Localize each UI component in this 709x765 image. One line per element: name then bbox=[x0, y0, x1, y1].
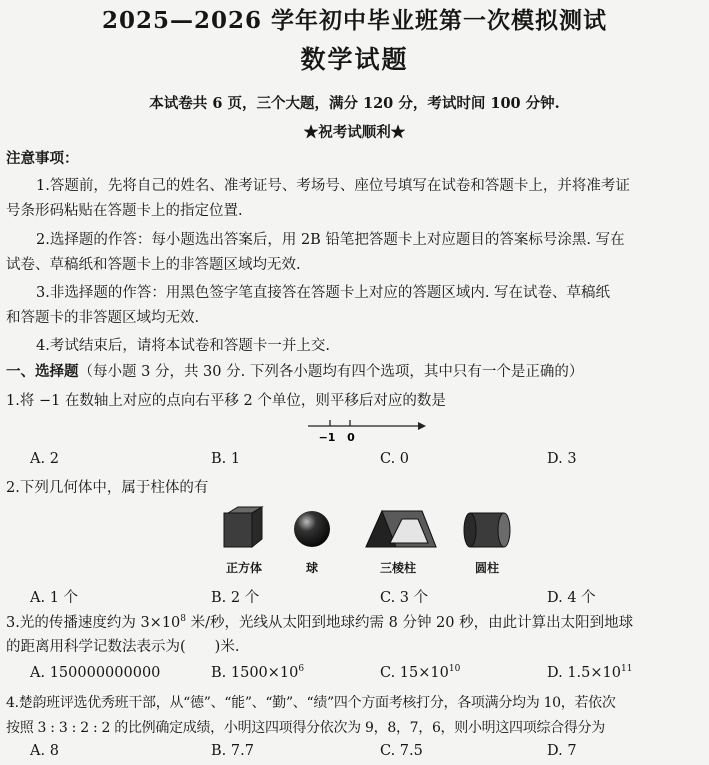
q3-option-a: A. 150000000000 bbox=[30, 665, 161, 681]
q1-option-b: B. 1 bbox=[211, 451, 241, 467]
notice-item-1-line-1: 1.答题前，先将自己的姓名、准考证号、考场号、座位号填写在试卷和答题卡上，并将准考证 bbox=[36, 178, 630, 194]
axis-label-zero: 0 bbox=[347, 431, 355, 444]
question-4-line-1: 4.楚韵班评选优秀班干部，从“德”、“能”、“勤”、“绩”四个方面考核打分，各项满分均为 10，若依次 bbox=[6, 695, 616, 711]
q2-option-b: B. 2 个 bbox=[211, 590, 260, 606]
section-label: 一、选择题 bbox=[6, 363, 79, 380]
section-heading bbox=[6, 362, 583, 382]
number-line-figure bbox=[300, 416, 430, 446]
question-3-line-2: 的距离用科学记数法表示为( )米. bbox=[6, 639, 240, 655]
q3-option-b-base: B. 1500×10 bbox=[211, 665, 299, 681]
q3-option-b bbox=[211, 665, 304, 681]
q3-option-b-exp: 6 bbox=[298, 664, 305, 674]
q3-option-c-base: C. 15×10 bbox=[380, 665, 449, 681]
q3-option-c bbox=[380, 665, 460, 681]
q3-stem-exponent: 8 bbox=[180, 614, 187, 624]
q3-option-c-exp: 10 bbox=[448, 664, 461, 674]
q3-option-d-exp: 11 bbox=[621, 664, 633, 674]
q4-option-b: B. 7.7 bbox=[211, 743, 254, 759]
notice-item-1-line-2: 号条形码粘贴在答题卡上的指定位置. bbox=[6, 203, 243, 219]
exam-info: 本试卷共 6 页，三个大题，满分 120 分，考试时间 100 分钟. bbox=[149, 95, 560, 112]
shape-label-prism: 三棱柱 bbox=[379, 561, 416, 575]
shape-label-sphere: 球 bbox=[305, 561, 318, 575]
q3-stem-part-b: 米/秒，光线从太阳到地球约需 8 分钟 20 秒，由此计算出太阳到地球 bbox=[186, 615, 634, 631]
shape-label-cylinder: 圆柱 bbox=[474, 561, 499, 575]
notice-item-3-line-1: 3.非选择题的作答：用黑色签字笔直接答在答题卡上对应的答题区域内. 写在试卷、草稿纸 bbox=[36, 285, 611, 301]
q1-option-c: C. 0 bbox=[380, 451, 410, 467]
q2-option-c: C. 3 个 bbox=[380, 590, 429, 606]
shape-label-cube: 正方体 bbox=[225, 561, 262, 575]
q2-option-a: A. 1 个 bbox=[30, 590, 79, 606]
q1-option-a: A. 2 bbox=[30, 451, 59, 467]
exam-subject-title: 数学试题 bbox=[300, 45, 409, 74]
notice-item-4: 4.考试结束后，请将本试卷和答题卡一并上交. bbox=[36, 338, 330, 354]
good-luck-line: ★祝考试顺利★ bbox=[303, 124, 406, 141]
notice-item-2-line-2: 试卷、草稿纸和答题卡上的非答题区域均无效. bbox=[6, 257, 301, 273]
triangular-prism-figure bbox=[360, 505, 442, 553]
axis-label-minus-one: −1 bbox=[318, 431, 336, 444]
exam-title: 2025—2026 学年初中毕业班第一次模拟测试 bbox=[101, 7, 608, 34]
cube-figure bbox=[214, 505, 274, 553]
notice-item-3-line-2: 和答题卡的非答题区域均无效. bbox=[6, 310, 200, 326]
q1-option-d: D. 3 bbox=[547, 451, 577, 467]
question-1-stem: 1.将 −1 在数轴上对应的点向右平移 2 个单位，则平移后对应的数是 bbox=[6, 393, 446, 409]
q3-option-d-base: D. 1.5×10 bbox=[547, 665, 621, 681]
section-description: （每小题 3 分，共 30 分. 下列各小题均有四个选项，其中只有一个是正确的） bbox=[78, 364, 584, 380]
q3-option-d bbox=[547, 665, 632, 681]
question-2-stem: 2.下列几何体中，属于柱体的有 bbox=[6, 480, 209, 496]
question-3-stem bbox=[6, 613, 633, 633]
q4-option-c: C. 7.5 bbox=[380, 743, 423, 759]
notice-item-2-line-1: 2.选择题的作答：每小题选出答案后，用 2B 铅笔把答题卡上对应题目的答案标号涂黑. 写在 bbox=[36, 232, 625, 248]
arrow-icon bbox=[418, 422, 426, 430]
sphere-figure bbox=[290, 505, 334, 553]
notice-heading: 注意事项： bbox=[6, 150, 79, 167]
question-4-line-2: 按照 3 : 3 : 2 : 2 的比例确定成绩，小明这四项得分依次为 9，8，7，6，则小明这四项综合得分为 bbox=[6, 720, 605, 736]
q4-option-d: D. 7 bbox=[547, 743, 577, 759]
q2-option-d: D. 4 个 bbox=[547, 590, 596, 606]
q4-option-a: A. 8 bbox=[30, 743, 59, 759]
cylinder-figure bbox=[462, 505, 516, 553]
q3-stem-part-a: 3.光的传播速度约为 3×10 bbox=[6, 615, 181, 631]
